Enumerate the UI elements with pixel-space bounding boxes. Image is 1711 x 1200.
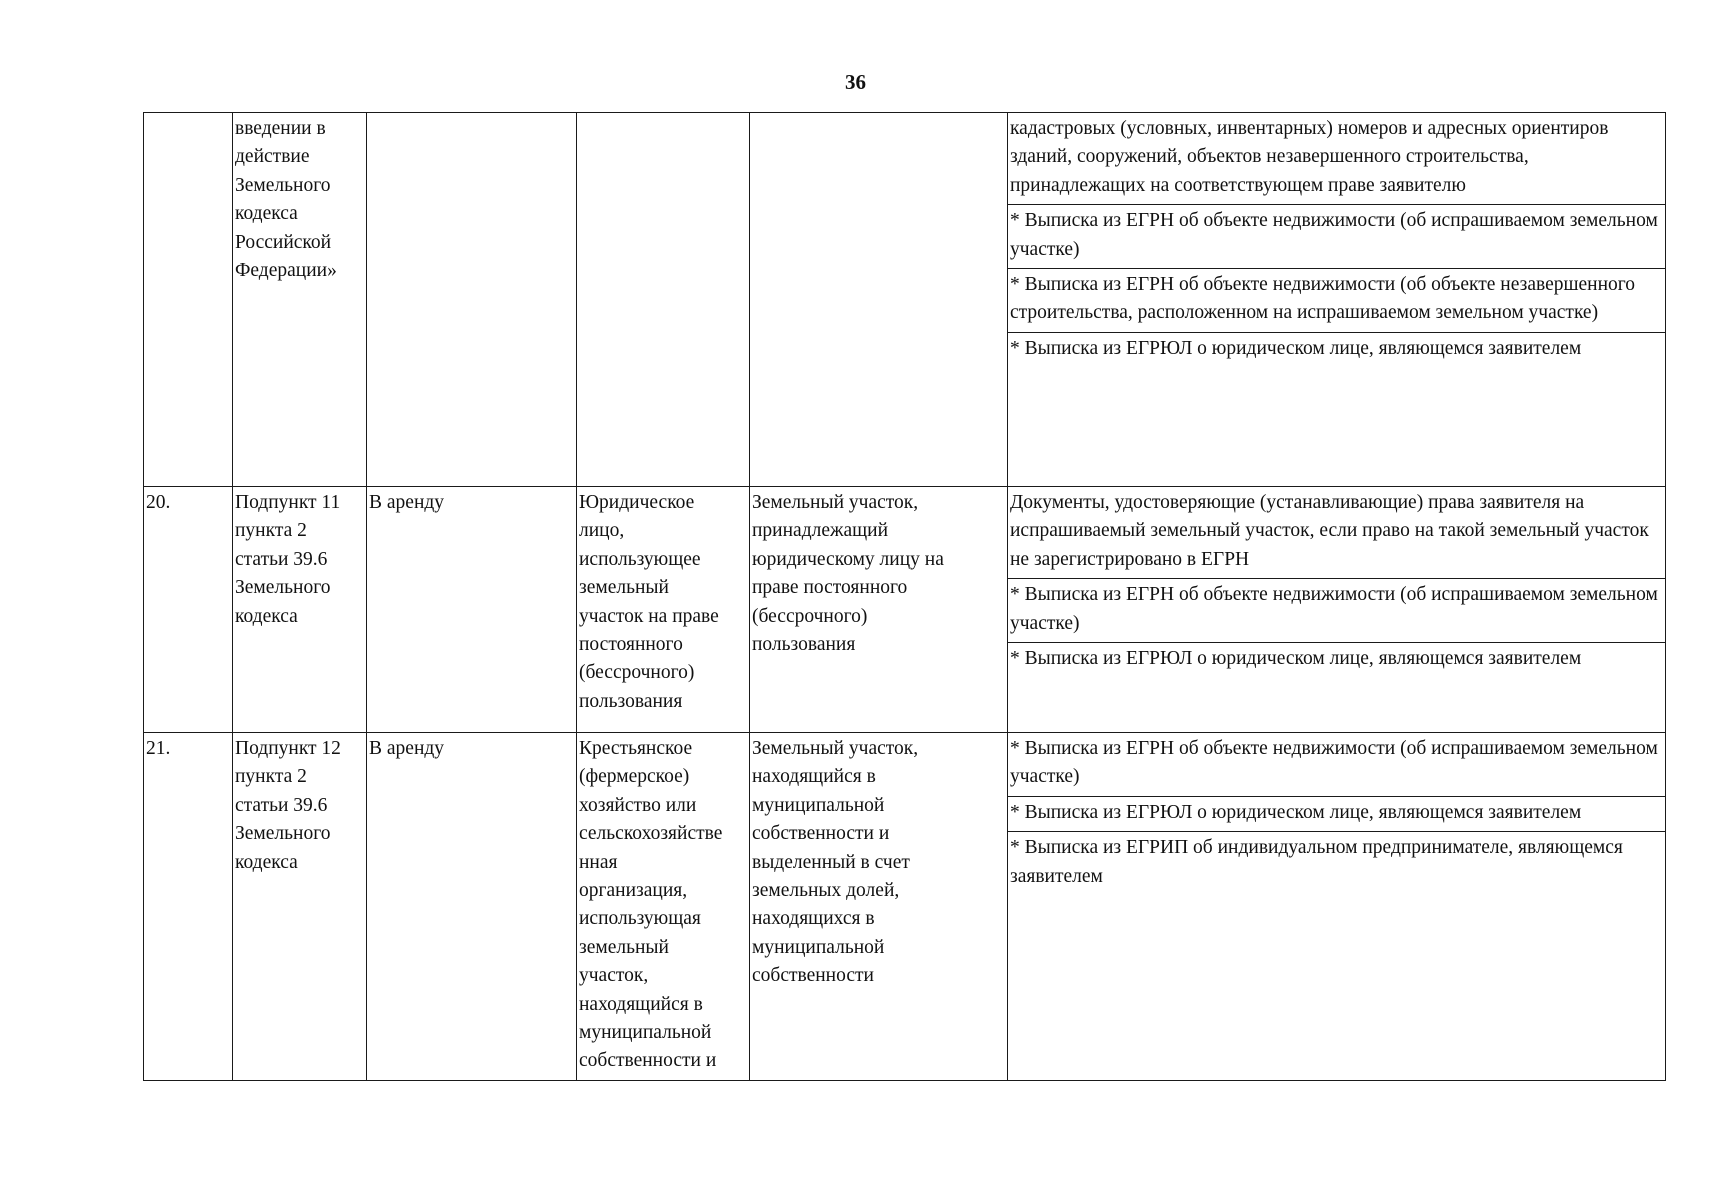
land-parcel-cell-line: принадлежащий (752, 520, 889, 542)
document-item: * Выписка из ЕГРН об объекте недвижимости (об испрашиваемом земельном участке) (1010, 738, 1658, 788)
row-number-cell: 20. (144, 487, 233, 733)
applicant-cell-line: нная (579, 851, 618, 873)
land-parcel-cell-line: юридическому лицу на (752, 548, 944, 570)
row-number-cell: 21. (144, 733, 233, 1081)
legal-basis-cell-line: Подпункт 11 (235, 492, 341, 513)
documents-cell (1008, 113, 1666, 487)
documents-cell (1008, 733, 1666, 1081)
legal-basis-cell (233, 113, 367, 487)
row-number-cell (144, 113, 233, 487)
legal-basis-cell-line: введении в (235, 118, 326, 139)
document-item: * Выписка из ЕГРН об объекте недвижимости (об испрашиваемом земельном участке) (1008, 204, 1665, 268)
land-parcel-cell-line: праве постоянного (752, 577, 908, 599)
applicant-cell-line: использующая (579, 908, 701, 930)
legal-basis-cell-line: кодекса (235, 851, 298, 873)
applicant-cell-line: участок, (579, 965, 649, 987)
applicant-cell-line: участок на праве (579, 605, 719, 627)
applicant-cell-line: земельный (579, 936, 669, 958)
land-parcel-cell-line: выделенный в счет (752, 851, 910, 873)
land-parcel-cell-line: находящийся в (752, 766, 876, 788)
legal-basis-cell-line: пункта 2 (235, 766, 307, 788)
document-item: * Выписка из ЕГРН об объекте недвижимости (об испрашиваемом земельном участке) (1008, 578, 1665, 642)
document-item: * Выписка из ЕГРЮЛ о юридическом лице, являющемся заявителем (1008, 642, 1665, 731)
document-item: * Выписка из ЕГРЮЛ о юридическом лице, являющемся заявителем (1008, 332, 1665, 485)
table-row (144, 733, 1666, 1081)
right-type-cell: В аренду (367, 487, 577, 733)
applicant-cell-line: муниципальной (579, 1022, 712, 1044)
applicant-cell (577, 733, 750, 1081)
document-item: * Выписка из ЕГРИП об индивидуальном предпринимателе, являющемся заявителем (1008, 831, 1665, 1071)
applicant-cell-line: сельскохозяйстве (579, 823, 723, 845)
applicant-cell-line: организация, (579, 880, 688, 902)
applicant-cell-line: использующее (579, 548, 701, 570)
legal-basis-cell-line: Земельного (235, 823, 331, 845)
land-parcel-cell-line: находящихся в (752, 908, 875, 930)
documents-cell (1008, 487, 1666, 733)
legal-basis-cell (233, 733, 367, 1081)
applicant-cell (577, 487, 750, 733)
legal-basis-cell-line: Земельного (235, 174, 331, 196)
land-parcel-cell-line: Земельный участок, (752, 738, 919, 759)
land-parcel-cell (750, 113, 1008, 487)
document-item: * Выписка из ЕГРЮЛ о юридическом лице, являющемся заявителем (1008, 796, 1665, 831)
land-parcel-cell-line: Земельный участок, (752, 492, 919, 513)
land-parcel-cell-line: собственности и (752, 823, 890, 845)
document-item: кадастровых (условных, инвентарных) номеров и адресных ориентиров зданий, сооружений, объектов незавершенного строительства, принадлежащих на соответствующем праве заявителю (1010, 118, 1609, 196)
applicant-cell-line: постоянного (579, 634, 683, 656)
land-parcel-cell-line: земельных долей, (752, 880, 900, 902)
documents-list (1008, 733, 1665, 1071)
applicant-cell-line: Юридическое (579, 492, 695, 513)
document-item: Документы, удостоверяющие (устанавливающие) права заявителя на испрашиваемый земельный участок, если право на такой земельный участок не зарегистрировано в ЕГРН (1010, 492, 1649, 570)
right-type-cell: В аренду (367, 733, 577, 1081)
land-parcel-cell-line: собственности (752, 965, 874, 987)
applicant-cell-line: земельный (579, 577, 669, 599)
land-parcel-cell-line: муниципальной (752, 936, 885, 958)
document-item: * Выписка из ЕГРН об объекте недвижимости (об объекте незавершенного строительства, расположенном на испрашиваемом земельном участке) (1008, 268, 1665, 332)
legal-basis-cell-line: пункта 2 (235, 520, 307, 542)
land-parcel-cell (750, 733, 1008, 1081)
documents-list (1008, 113, 1665, 485)
applicant-cell (577, 113, 750, 487)
land-parcel-cell-line: муниципальной (752, 794, 885, 816)
applicant-cell-line: находящийся в (579, 993, 703, 1015)
legal-basis-cell-line: Российской (235, 231, 332, 253)
applicant-cell-line: хозяйство или (579, 794, 697, 816)
legal-basis-cell (233, 487, 367, 733)
document-table (143, 112, 1666, 1081)
applicant-cell-line: (фермерское) (579, 766, 690, 788)
legal-basis-cell-line: действие (235, 146, 310, 168)
land-parcel-cell (750, 487, 1008, 733)
legal-basis-cell-line: Земельного (235, 577, 331, 599)
applicant-cell-line: Крестьянское (579, 738, 693, 759)
legal-basis-cell-line: кодекса (235, 605, 298, 627)
page-number: 36 (845, 70, 866, 94)
legal-basis-cell-line: Подпункт 12 (235, 738, 341, 759)
legal-basis-cell-line: статьи 39.6 (235, 548, 328, 570)
legal-basis-cell-line: кодекса (235, 203, 298, 225)
land-parcel-cell-line: пользования (752, 634, 856, 656)
applicant-cell-line: (бессрочного) (579, 662, 695, 684)
documents-list (1008, 487, 1665, 731)
applicant-cell-line: собственности и (579, 1050, 717, 1072)
applicant-cell-line: лицо, (579, 520, 625, 542)
land-parcel-cell-line: (бессрочного) (752, 605, 868, 627)
applicant-cell-line: пользования (579, 690, 683, 712)
table-row (144, 113, 1666, 487)
legal-basis-cell-line: статьи 39.6 (235, 794, 328, 816)
legal-basis-cell-line: Федерации» (235, 260, 337, 282)
table-body (144, 113, 1666, 1081)
right-type-cell (367, 113, 577, 487)
table-row (144, 487, 1666, 733)
